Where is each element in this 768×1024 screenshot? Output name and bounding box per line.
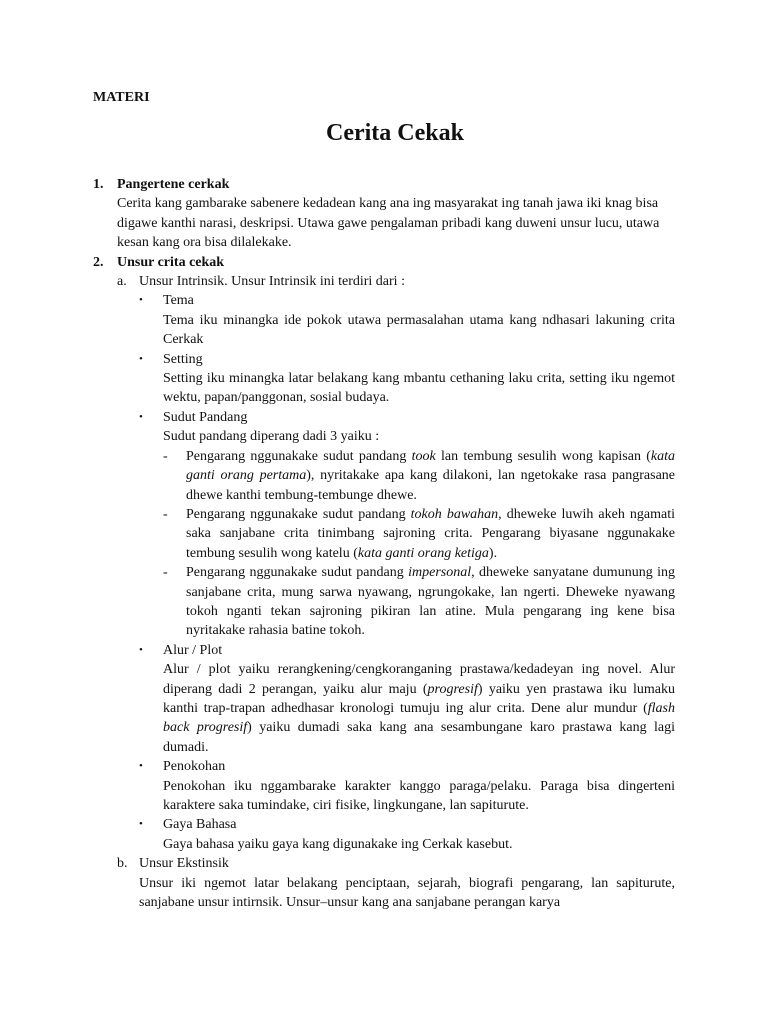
page-title: Cerita Cekak <box>326 120 464 146</box>
paragraph: Tema iku minangka ide pokok utawa permasalahan utama kang ndhasari lakuning crita Cerkak <box>163 312 675 348</box>
paragraph: Gaya bahasa yaiku gaya kang digunakake ing Cerkak kasebut. <box>163 836 513 852</box>
item-label: Tema <box>163 293 194 309</box>
bullet-item-penokohan <box>139 757 675 815</box>
item-label: Pangertene cerkak <box>117 177 230 192</box>
item-label: Unsur crita cekak <box>117 254 225 270</box>
sublist-item-intrinsik <box>117 272 675 854</box>
bullet-icon: • <box>139 643 143 656</box>
bullet-item-alur <box>139 641 675 757</box>
list-letter: b. <box>117 856 128 872</box>
list-number: 1. <box>93 177 104 192</box>
paragraph: Penokohan iku nggambarake karakter kanggo paraga/pelaku. Paraga bisa dingerteni karaktere saka tumindake, ciri fisike, lingkungane, lan sapiturute. <box>163 778 675 813</box>
dash-item-3 <box>163 563 675 641</box>
bullet-item-tema <box>139 291 675 349</box>
sublist-item-ekstrinsik <box>117 854 675 912</box>
item-label: Setting <box>163 351 203 367</box>
paragraph: Sudut pandang diperang dadi 3 yaiku : <box>163 429 380 445</box>
dash-marker: - <box>163 506 168 522</box>
dash-item-2 <box>163 505 675 563</box>
item-label: Sudut Pandang <box>163 409 248 425</box>
paragraph: Cerita kang gambarake sabenere kedadean kang ana ing masyarakat ing tanah jawa iki knag bisa digawe kanthi narasi, deskripsi. Utawa gawe pengalaman pribadi kang duweni unsur lucu, utawa kesan kang ora bisa dilalekake. <box>117 196 660 251</box>
item-label: Unsur Ekstinsik <box>139 856 229 872</box>
paragraph: Alur / plot yaiku rerangkening/cengkoranganing prastawa/kedadeyan ing novel. Alur diperang dadi 2 perangan, yaiku alur maju (progresif) yaiku yen prastawa iku lumaku kanthi trap-trapan adhedhasar kronologi tumuju ing alur crita. Dene alur mundur (flash back progresif) yaiku dumadi saka kang ana sesambungane karo prastawa kang lagi dumadi. <box>163 662 675 755</box>
list-letter: a. <box>117 274 127 290</box>
list-number: 2. <box>93 254 104 270</box>
paragraph: Setting iku minangka latar belakang kang mbantu cethaning laku crita, setting iku ngemot wektu, papan/panggonan, sosial budaya. <box>163 371 675 406</box>
paragraph: Pengarang nggunakake sudut pandang tokoh bawahan, dheweke luwih akeh ngamati saka sanjabane crita tinimbang sajroning crita. Pengarang biyasane nggunakake tembung sesulih wong katelu (kata ganti orang ketiga). <box>186 506 675 561</box>
document-body <box>93 175 675 912</box>
dash-marker: - <box>163 448 168 464</box>
bullet-item-sudut-pandang <box>139 408 675 641</box>
bullet-item-setting <box>139 350 675 408</box>
list-item-unsur <box>93 253 675 913</box>
dash-item-1 <box>163 447 675 505</box>
item-label: Penokohan <box>163 759 226 775</box>
bullet-icon: • <box>139 352 143 365</box>
item-label: Unsur Intrinsik. Unsur Intrinsik ini terdiri dari : <box>139 274 405 290</box>
paragraph: Pengarang nggunakake sudut pandang took lan tembung sesulih wong kapisan (kata ganti orang pertama), nyritakake apa kang dilakoni, lan ngetokake rasa pangrasane dhewe kanthi tembung-tembunge dhewe. <box>186 448 676 503</box>
bullet-item-gaya-bahasa <box>139 815 675 854</box>
bullet-icon: • <box>139 818 143 831</box>
paragraph: Pengarang nggunakake sudut pandang impersonal, dheweke sanyatane dumunung ing sanjabane crita, mung sarwa nyawang, ngrungokake, lan ngerti. Dheweke nyawang tokoh nganti tekan sajroning pikiran lan atine. Mula pengarang ing kene bisa nyritakake rahasia batine tokoh. <box>186 565 675 639</box>
item-label: Alur / Plot <box>163 642 223 658</box>
bullet-icon: • <box>139 294 143 307</box>
item-label: Gaya Bahasa <box>163 817 237 833</box>
dash-marker: - <box>163 565 168 581</box>
list-item-pangertene <box>93 175 675 253</box>
bullet-icon: • <box>139 760 143 773</box>
bullet-icon: • <box>139 410 143 423</box>
paragraph: Unsur iki ngemot latar belakang penciptaan, sejarah, biografi pengarang, lan sapiturute, sanjabane unsur intirnsik. Unsur–unsur kang ana sanjabane perangan karya <box>139 875 675 911</box>
section-heading: MATERI <box>93 90 150 105</box>
